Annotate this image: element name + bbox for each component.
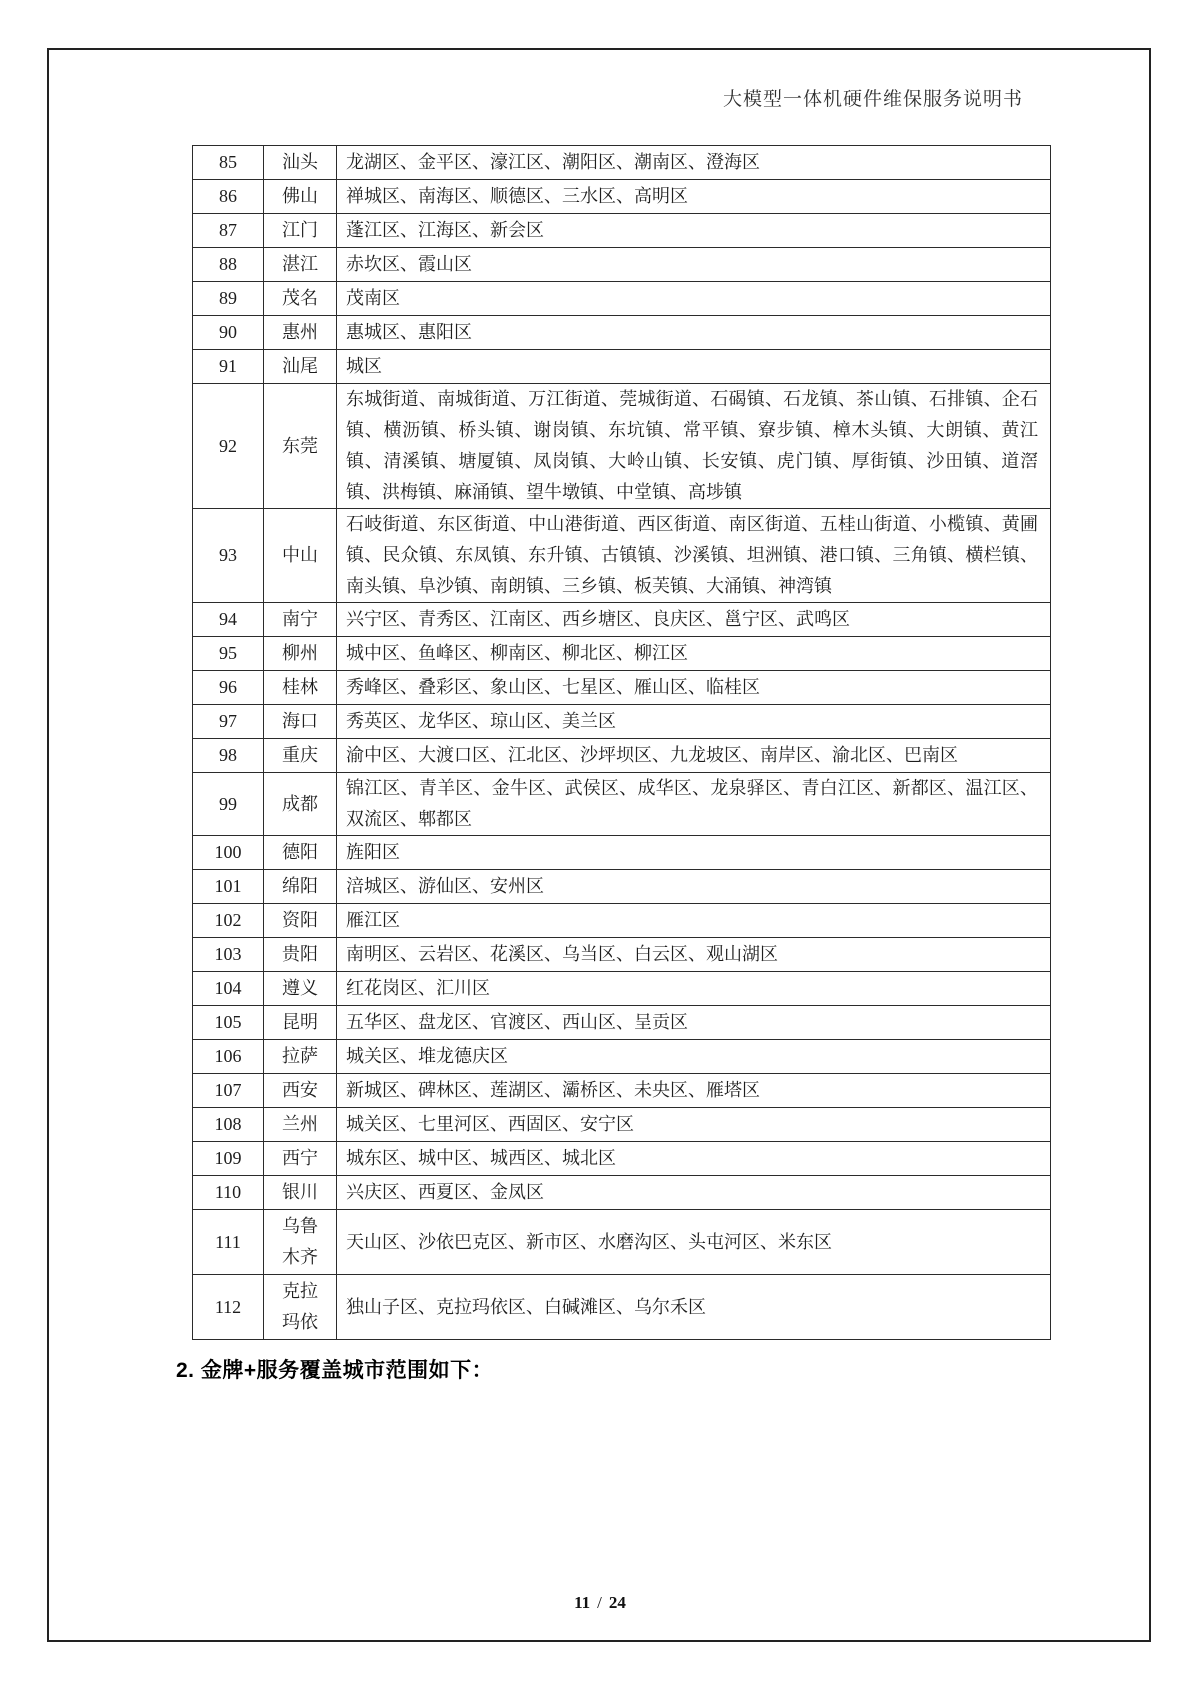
- districts-cell: 旌阳区: [337, 836, 1051, 870]
- city-cell: 柳州: [264, 637, 337, 671]
- table-row: [193, 705, 1051, 739]
- row-number-cell: 104: [193, 972, 264, 1006]
- districts-cell: 锦江区、青羊区、金牛区、武侯区、成华区、龙泉驿区、青白江区、新都区、温江区、双流区、郫都区: [337, 773, 1051, 836]
- table-row: [193, 180, 1051, 214]
- districts-cell: 南明区、云岩区、花溪区、乌当区、白云区、观山湖区: [337, 938, 1051, 972]
- table-row: [193, 1074, 1051, 1108]
- row-number-cell: 98: [193, 739, 264, 773]
- city-cell: 桂林: [264, 671, 337, 705]
- table-row: [193, 350, 1051, 384]
- row-number-cell: 99: [193, 773, 264, 836]
- districts-cell: 龙湖区、金平区、濠江区、潮阳区、潮南区、澄海区: [337, 146, 1051, 180]
- table-row: [193, 938, 1051, 972]
- row-number-cell: 86: [193, 180, 264, 214]
- districts-cell: 新城区、碑林区、莲湖区、灞桥区、未央区、雁塔区: [337, 1074, 1051, 1108]
- city-cell: 拉萨: [264, 1040, 337, 1074]
- districts-cell: 兴庆区、西夏区、金凤区: [337, 1176, 1051, 1210]
- districts-cell: 茂南区: [337, 282, 1051, 316]
- row-number-cell: 91: [193, 350, 264, 384]
- districts-cell: 五华区、盘龙区、官渡区、西山区、呈贡区: [337, 1006, 1051, 1040]
- city-cell: 贵阳: [264, 938, 337, 972]
- districts-cell: 红花岗区、汇川区: [337, 972, 1051, 1006]
- row-number-cell: 96: [193, 671, 264, 705]
- row-number-cell: 100: [193, 836, 264, 870]
- city-cell: 中山: [264, 509, 337, 603]
- city-cell: 银川: [264, 1176, 337, 1210]
- coverage-table-body: [193, 146, 1051, 1340]
- city-cell: 佛山: [264, 180, 337, 214]
- districts-cell: 城中区、鱼峰区、柳南区、柳北区、柳江区: [337, 637, 1051, 671]
- districts-cell: 秀峰区、叠彩区、象山区、七星区、雁山区、临桂区: [337, 671, 1051, 705]
- table-row: [193, 146, 1051, 180]
- city-cell: 西安: [264, 1074, 337, 1108]
- row-number-cell: 85: [193, 146, 264, 180]
- page-footer: [0, 1593, 1200, 1613]
- row-number-cell: 109: [193, 1142, 264, 1176]
- city-cell: 茂名: [264, 282, 337, 316]
- row-number-cell: 108: [193, 1108, 264, 1142]
- row-number-cell: 89: [193, 282, 264, 316]
- districts-cell: 天山区、沙依巴克区、新市区、水磨沟区、头屯河区、米东区: [337, 1210, 1051, 1275]
- row-number-cell: 87: [193, 214, 264, 248]
- districts-cell: 石岐街道、东区街道、中山港街道、西区街道、南区街道、五桂山街道、小榄镇、黄圃镇、民众镇、东凤镇、东升镇、古镇镇、沙溪镇、坦洲镇、港口镇、三角镇、横栏镇、南头镇、阜沙镇、南朗镇、三乡镇、板芙镇、大涌镇、神湾镇: [337, 509, 1051, 603]
- city-cell: 湛江: [264, 248, 337, 282]
- table-row: [193, 1108, 1051, 1142]
- districts-cell: 城关区、七里河区、西固区、安宁区: [337, 1108, 1051, 1142]
- districts-cell: 城东区、城中区、城西区、城北区: [337, 1142, 1051, 1176]
- row-number-cell: 102: [193, 904, 264, 938]
- page-number-current: 11: [574, 1593, 591, 1612]
- table-row: [193, 739, 1051, 773]
- row-number-cell: 107: [193, 1074, 264, 1108]
- table-row: [193, 637, 1051, 671]
- table-row: [193, 384, 1051, 509]
- table-row: [193, 1210, 1051, 1275]
- row-number-cell: 90: [193, 316, 264, 350]
- page-number-total: 24: [608, 1593, 626, 1612]
- row-number-cell: 106: [193, 1040, 264, 1074]
- table-row: [193, 1275, 1051, 1340]
- city-cell: 绵阳: [264, 870, 337, 904]
- city-cell: 汕头: [264, 146, 337, 180]
- city-cell: 克拉玛依: [264, 1275, 337, 1340]
- city-cell: 江门: [264, 214, 337, 248]
- city-cell: 资阳: [264, 904, 337, 938]
- coverage-table: [192, 145, 1051, 1340]
- table-row: [193, 972, 1051, 1006]
- districts-cell: 蓬江区、江海区、新会区: [337, 214, 1051, 248]
- table-row: [193, 1040, 1051, 1074]
- city-cell: 重庆: [264, 739, 337, 773]
- city-cell: 乌鲁木齐: [264, 1210, 337, 1275]
- districts-cell: 独山子区、克拉玛依区、白碱滩区、乌尔禾区: [337, 1275, 1051, 1340]
- districts-cell: 禅城区、南海区、顺德区、三水区、高明区: [337, 180, 1051, 214]
- districts-cell: 兴宁区、青秀区、江南区、西乡塘区、良庆区、邕宁区、武鸣区: [337, 603, 1051, 637]
- table-row: [193, 904, 1051, 938]
- districts-cell: 雁江区: [337, 904, 1051, 938]
- districts-cell: 赤坎区、霞山区: [337, 248, 1051, 282]
- section-heading-text: 2. 金牌+服务覆盖城市范围如下：: [176, 1359, 494, 1382]
- city-cell: 汕尾: [264, 350, 337, 384]
- table-row: [193, 214, 1051, 248]
- city-cell: 东莞: [264, 384, 337, 509]
- city-cell: 西宁: [264, 1142, 337, 1176]
- districts-cell: 涪城区、游仙区、安州区: [337, 870, 1051, 904]
- city-cell: 惠州: [264, 316, 337, 350]
- districts-cell: 渝中区、大渡口区、江北区、沙坪坝区、九龙坡区、南岸区、渝北区、巴南区: [337, 739, 1051, 773]
- row-number-cell: 93: [193, 509, 264, 603]
- row-number-cell: 110: [193, 1176, 264, 1210]
- city-cell: 南宁: [264, 603, 337, 637]
- table-row: [193, 316, 1051, 350]
- table-row: [193, 603, 1051, 637]
- row-number-cell: 97: [193, 705, 264, 739]
- table-row: [193, 1176, 1051, 1210]
- page-number-separator: /: [597, 1593, 602, 1612]
- row-number-cell: 88: [193, 248, 264, 282]
- city-cell: 德阳: [264, 836, 337, 870]
- table-row: [193, 509, 1051, 603]
- districts-cell: 城区: [337, 350, 1051, 384]
- row-number-cell: 92: [193, 384, 264, 509]
- table-row: [193, 1006, 1051, 1040]
- districts-cell: 城关区、堆龙德庆区: [337, 1040, 1051, 1074]
- row-number-cell: 101: [193, 870, 264, 904]
- row-number-cell: 111: [193, 1210, 264, 1275]
- city-cell: 遵义: [264, 972, 337, 1006]
- table-row: [193, 836, 1051, 870]
- row-number-cell: 103: [193, 938, 264, 972]
- city-cell: 昆明: [264, 1006, 337, 1040]
- table-row: [193, 870, 1051, 904]
- city-cell: 成都: [264, 773, 337, 836]
- row-number-cell: 95: [193, 637, 264, 671]
- row-number-cell: 94: [193, 603, 264, 637]
- table-row: [193, 1142, 1051, 1176]
- districts-cell: 东城街道、南城街道、万江街道、莞城街道、石碣镇、石龙镇、茶山镇、石排镇、企石镇、横沥镇、桥头镇、谢岗镇、东坑镇、常平镇、寮步镇、樟木头镇、大朗镇、黄江镇、清溪镇、塘厦镇、凤岗镇、大岭山镇、长安镇、虎门镇、厚街镇、沙田镇、道滘镇、洪梅镇、麻涌镇、望牛墩镇、中堂镇、高埗镇: [337, 384, 1051, 509]
- row-number-cell: 112: [193, 1275, 264, 1340]
- districts-cell: 秀英区、龙华区、琼山区、美兰区: [337, 705, 1051, 739]
- section-heading: [176, 1354, 493, 1384]
- table-row: [193, 773, 1051, 836]
- table-row: [193, 671, 1051, 705]
- row-number-cell: 105: [193, 1006, 264, 1040]
- table-row: [193, 282, 1051, 316]
- table-row: [193, 248, 1051, 282]
- document-header-title: 大模型一体机硬件维保服务说明书: [722, 89, 1023, 110]
- city-cell: 兰州: [264, 1108, 337, 1142]
- districts-cell: 惠城区、惠阳区: [337, 316, 1051, 350]
- city-cell: 海口: [264, 705, 337, 739]
